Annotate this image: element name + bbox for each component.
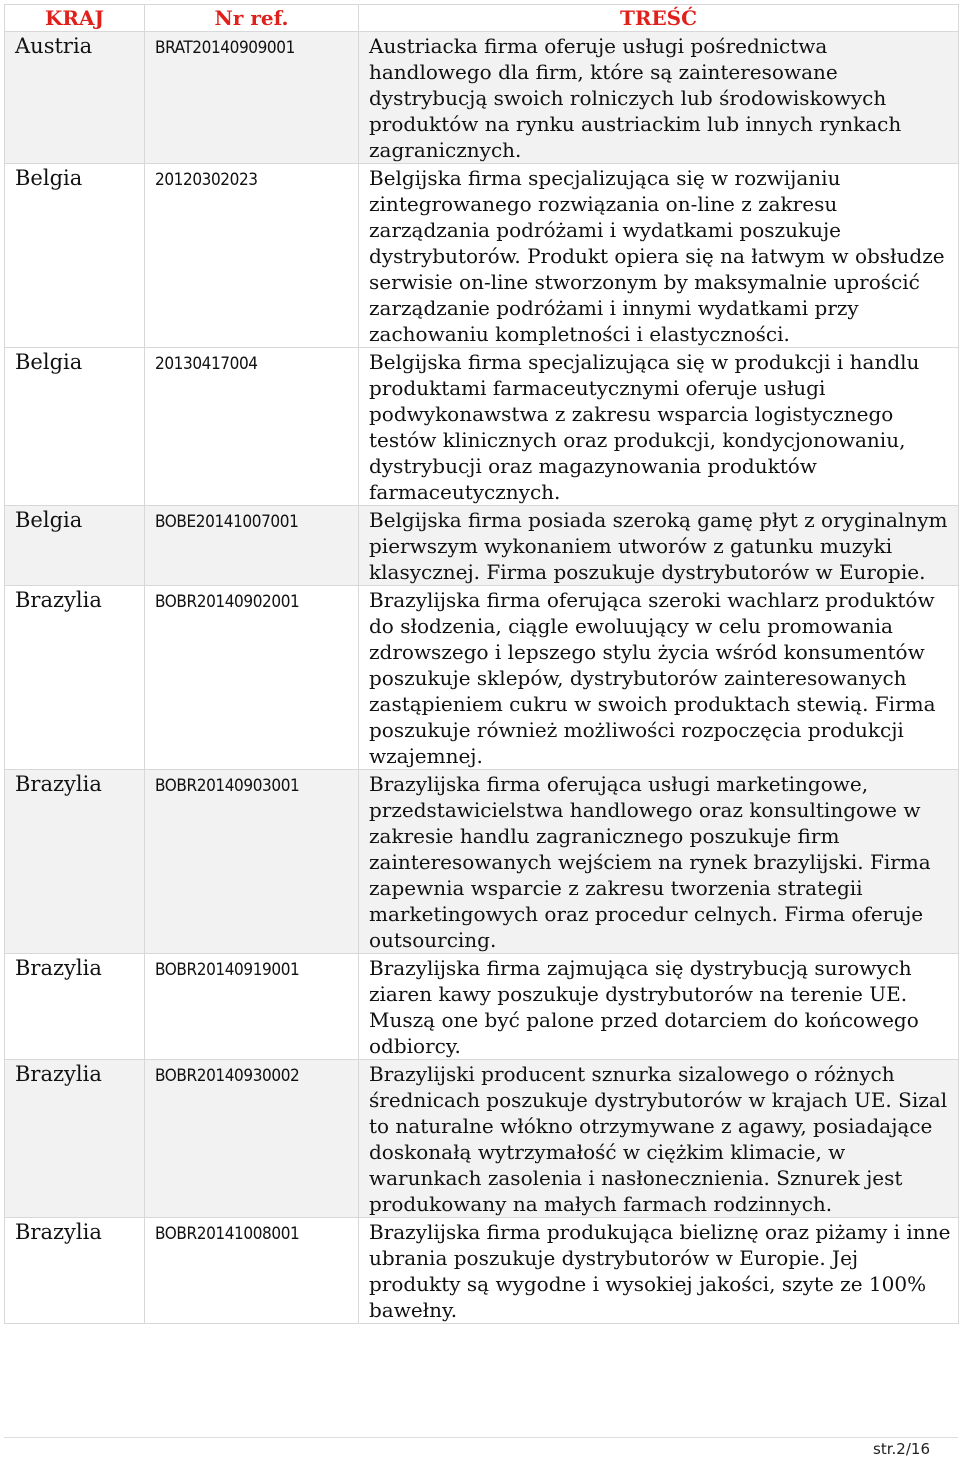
ref-cell: BRAT20140909001 — [145, 32, 359, 164]
table-row — [5, 770, 959, 954]
ref-cell: BOBE20141007001 — [145, 506, 359, 586]
ref-cell: 20130417004 — [145, 348, 359, 506]
country-cell: Belgia — [5, 506, 145, 586]
country-cell: Brazylia — [5, 770, 145, 954]
content-cell: Brazylijska firma oferująca usługi marketingowe, przedstawicielstwa handlowego oraz konsultingowe w zakresie handlu zagranicznego poszukuje firm zainteresowanych wejściem na rynek brazylijski. Firma zapewnia wsparcie z zakresu tworzenia strategii marketingowych oraz procedur celnych. Firma oferuje outsourcing. — [359, 770, 959, 954]
content-cell: Brazylijski producent sznurka sizalowego o różnych średnicach poszukuje dystrybutorów w krajach UE. Sizal to naturalne włókno otrzymywane z agawy, posiadające doskonałą wytrzymałość w ciężkim klimacie, w warunkach zasolenia i nasłonecznienia. Sznurek jest produkowany na małych farmach rodzinnych. — [359, 1060, 959, 1218]
country-cell: Belgia — [5, 164, 145, 348]
content-cell: Belgijska firma posiada szeroką gamę płyt z oryginalnym pierwszym wykonaniem utworów z gatunku muzyki klasycznej. Firma poszukuje dystrybutorów w Europie. — [359, 506, 959, 586]
table-row — [5, 506, 959, 586]
table-row — [5, 586, 959, 770]
country-cell: Brazylia — [5, 954, 145, 1060]
table-row — [5, 1060, 959, 1218]
ref-cell: BOBR20140930002 — [145, 1060, 359, 1218]
document-table — [4, 4, 959, 1324]
ref-cell: BOBR20140902001 — [145, 586, 359, 770]
content-cell: Brazylijska firma oferująca szeroki wachlarz produktów do słodzenia, ciągle ewoluujący w celu promowania zdrowszego i lepszego stylu życia wśród konsumentów poszukuje sklepów, dystrybutorów zainteresowanych zastąpieniem cukru w swoich produktach stewią. Firma poszukuje również możliwości rozpoczęcia produkcji wzajemnej. — [359, 586, 959, 770]
table-row — [5, 32, 959, 164]
header-content: TREŚĆ — [359, 5, 959, 32]
ref-cell: BOBR20140919001 — [145, 954, 359, 1060]
country-cell: Brazylia — [5, 1218, 145, 1324]
table-row — [5, 954, 959, 1060]
content-cell: Brazylijska firma zajmująca się dystrybucją surowych ziaren kawy poszukuje dystrybutorów na terenie UE. Muszą one być palone przed dotarciem do końcowego odbiorcy. — [359, 954, 959, 1060]
country-cell: Brazylia — [5, 1060, 145, 1218]
content-cell: Belgijska firma specjalizująca się w produkcji i handlu produktami farmaceutycznymi oferuje usługi podwykonawstwa z zakresu wsparcia logistycznego testów klinicznych oraz produkcji, kondycjonowaniu, dystrybucji oraz magazynowania produktów farmaceutycznych. — [359, 348, 959, 506]
table-row — [5, 164, 959, 348]
table-row — [5, 348, 959, 506]
country-cell: Brazylia — [5, 586, 145, 770]
ref-cell: BOBR20141008001 — [145, 1218, 359, 1324]
content-cell: Austriacka firma oferuje usługi pośrednictwa handlowego dla firm, które są zainteresowane dystrybucją swoich rolniczych lub środowiskowych produktów na rynku austriackim lub innych rynkach zagranicznych. — [359, 32, 959, 164]
country-cell: Belgia — [5, 348, 145, 506]
header-ref: Nr ref. — [145, 5, 359, 32]
country-cell: Austria — [5, 32, 145, 164]
content-cell: Belgijska firma specjalizująca się w rozwijaniu zintegrowanego rozwiązania on-line z zakresu zarządzania podróżami i wydatkami poszukuje dystrybutorów. Produkt opiera się na łatwym w obsłudze serwisie on-line stworzonym by maksymalnie uprościć zarządzanie podróżami i innymi wydatkami przy zachowaniu kompletności i elastyczności. — [359, 164, 959, 348]
content-cell: Brazylijska firma produkująca bieliznę oraz piżamy i inne ubrania poszukuje dystrybutorów w Europie. Jej produkty są wygodne i wysokiej jakości, szyte ze 100% bawełny. — [359, 1218, 959, 1324]
header-country: KRAJ — [5, 5, 145, 32]
ref-cell: 20120302023 — [145, 164, 359, 348]
footer-divider — [4, 1437, 958, 1438]
ref-cell: BOBR20140903001 — [145, 770, 359, 954]
table-row — [5, 1218, 959, 1324]
table-header-row — [5, 5, 959, 32]
page-number: str.2/16 — [873, 1440, 930, 1458]
